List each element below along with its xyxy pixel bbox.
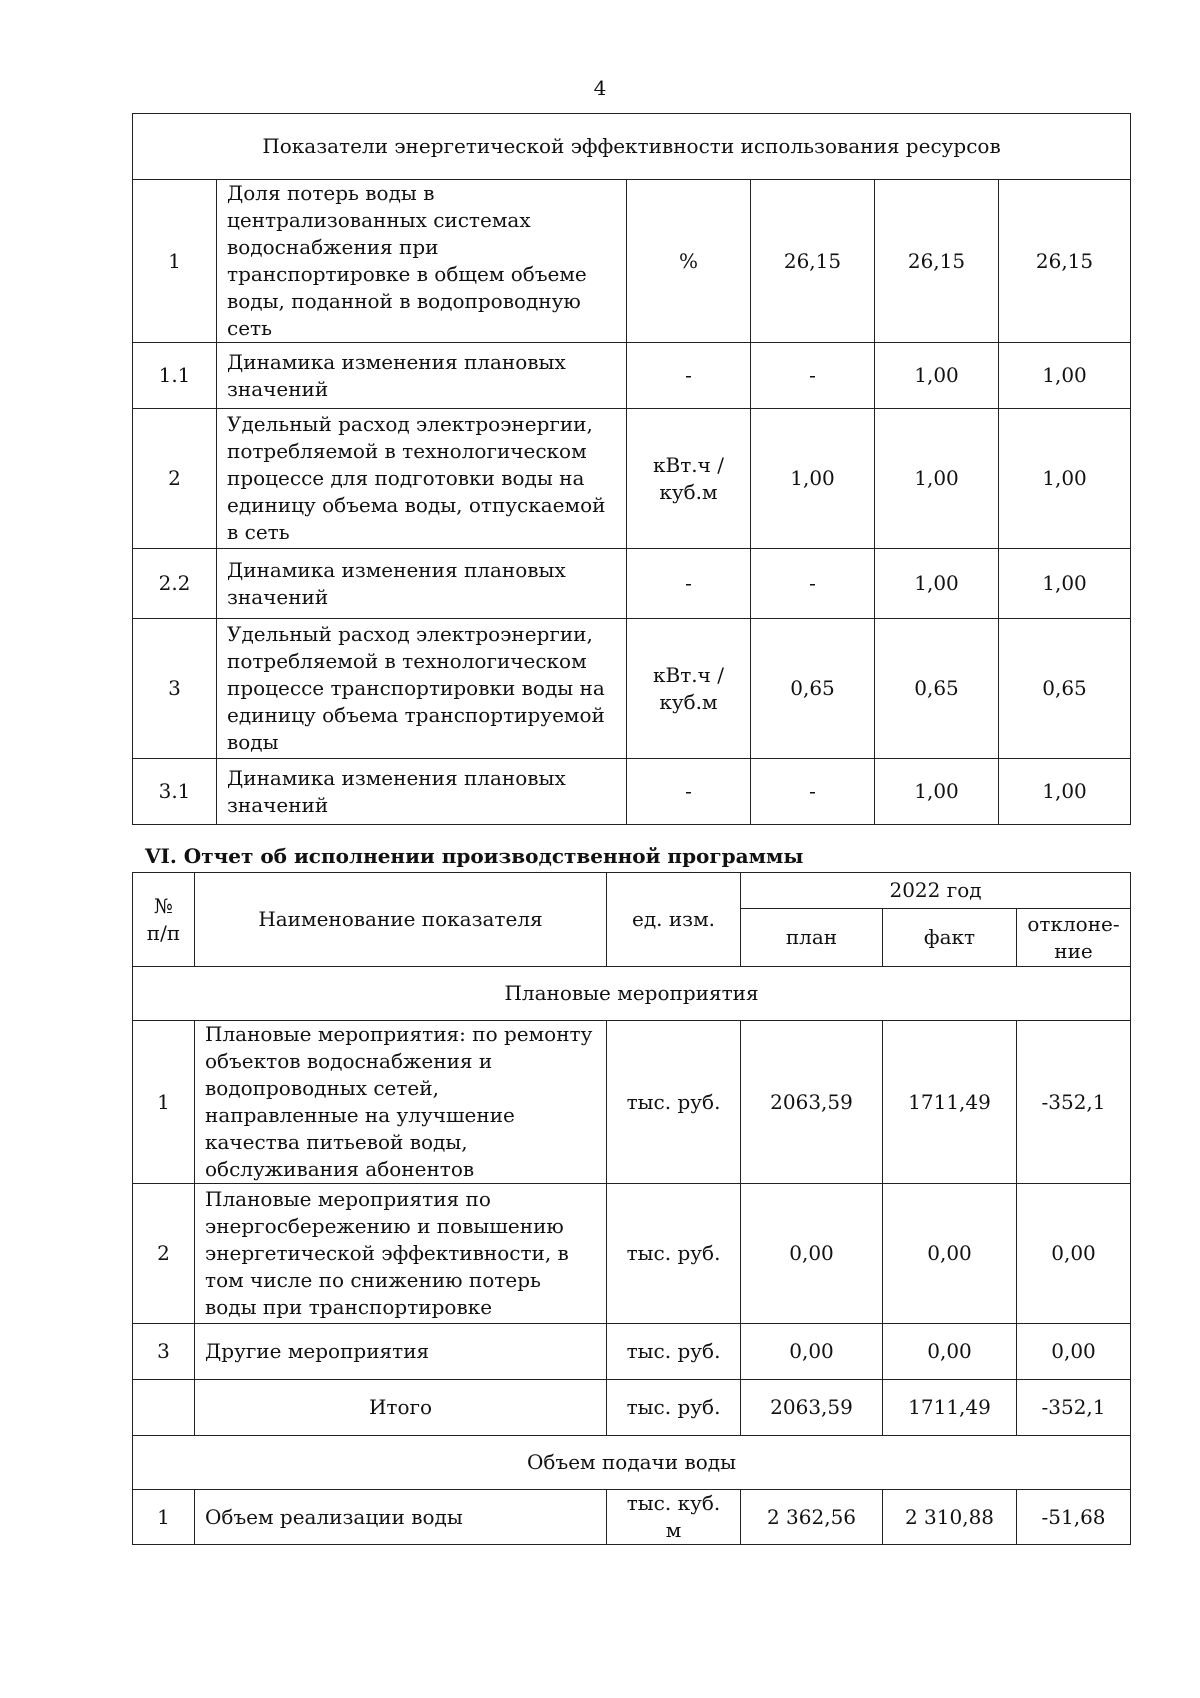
table-row	[133, 1324, 1131, 1380]
row-value-1: -	[751, 759, 875, 825]
row-name: Плановые мероприятия по энергосбережению и повышению энергетической эффективности, в том числе по снижению потерь воды при транспортировке	[195, 1184, 607, 1324]
production-program-report-table	[132, 872, 1131, 1545]
row-name: Динамика изменения плановых значений	[217, 549, 627, 619]
row-fact: 1711,49	[883, 1380, 1017, 1436]
row-number: 3	[133, 619, 217, 759]
row-name: Объем реализации воды	[195, 1490, 607, 1545]
table-row	[133, 1490, 1131, 1545]
table-title-row	[133, 114, 1131, 180]
header-fact: факт	[883, 909, 1017, 967]
row-unit: тыс. руб.	[607, 1184, 741, 1324]
table-row	[133, 1184, 1131, 1324]
row-unit: кВт.ч / куб.м	[627, 619, 751, 759]
row-fact: 0,00	[883, 1324, 1017, 1380]
row-value-1: -	[751, 343, 875, 409]
row-value-3: 1,00	[999, 343, 1131, 409]
row-value-1: 0,65	[751, 619, 875, 759]
row-name: Динамика изменения плановых значений	[217, 343, 627, 409]
section-water-supply-volume: Объем подачи воды	[133, 1436, 1131, 1490]
row-fact: 1711,49	[883, 1021, 1017, 1184]
section-row	[133, 967, 1131, 1021]
row-value-3: 1,00	[999, 549, 1131, 619]
row-plan: 2063,59	[741, 1021, 883, 1184]
row-unit: тыс. куб. м	[607, 1490, 741, 1545]
row-plan: 2063,59	[741, 1380, 883, 1436]
row-unit: тыс. руб.	[607, 1021, 741, 1184]
row-number: 2	[133, 409, 217, 549]
row-unit: -	[627, 759, 751, 825]
row-deviation: -51,68	[1017, 1490, 1131, 1545]
row-unit: тыс. руб.	[607, 1324, 741, 1380]
row-number: 1	[133, 180, 217, 343]
row-value-2: 1,00	[875, 409, 999, 549]
header-plan: план	[741, 909, 883, 967]
row-value-2: 1,00	[875, 549, 999, 619]
section-title: VI. Отчет об исполнении производственной программы	[145, 844, 804, 868]
row-deviation: -352,1	[1017, 1380, 1131, 1436]
row-value-3: 1,00	[999, 409, 1131, 549]
row-name: Доля потерь воды в централизованных системах водоснабжения при транспортировке в общем объеме воды, поданной в водопроводную сеть	[217, 180, 627, 343]
table-row	[133, 409, 1131, 549]
table-row	[133, 1021, 1131, 1184]
row-plan: 0,00	[741, 1184, 883, 1324]
table-row	[133, 343, 1131, 409]
table-title: Показатели энергетической эффективности использования ресурсов	[133, 114, 1131, 180]
row-value-3: 1,00	[999, 759, 1131, 825]
row-value-2: 1,00	[875, 759, 999, 825]
page-number: 4	[593, 76, 607, 100]
row-number: 1	[133, 1490, 195, 1545]
row-deviation: -352,1	[1017, 1021, 1131, 1184]
row-fact: 2 310,88	[883, 1490, 1017, 1545]
row-unit: %	[627, 180, 751, 343]
header-row	[133, 873, 1131, 909]
table-row	[133, 759, 1131, 825]
row-deviation: 0,00	[1017, 1324, 1131, 1380]
row-plan: 2 362,56	[741, 1490, 883, 1545]
row-unit: -	[627, 343, 751, 409]
table-row	[133, 619, 1131, 759]
row-value-1: 1,00	[751, 409, 875, 549]
section-row	[133, 1436, 1131, 1490]
section-planned-measures: Плановые мероприятия	[133, 967, 1131, 1021]
header-year: 2022 год	[741, 873, 1131, 909]
row-name: Удельный расход электроэнергии, потребляемой в технологическом процессе для подготовки воды на единицу объема воды, отпускаемой в сеть	[217, 409, 627, 549]
row-unit: кВт.ч / куб.м	[627, 409, 751, 549]
total-row	[133, 1380, 1131, 1436]
row-value-2: 1,00	[875, 343, 999, 409]
header-unit: ед. изм.	[607, 873, 741, 967]
energy-efficiency-table	[132, 113, 1131, 825]
row-unit: -	[627, 549, 751, 619]
row-number: 1	[133, 1021, 195, 1184]
row-fact: 0,00	[883, 1184, 1017, 1324]
row-number: 2	[133, 1184, 195, 1324]
total-label: Итого	[195, 1380, 607, 1436]
row-plan: 0,00	[741, 1324, 883, 1380]
row-value-3: 0,65	[999, 619, 1131, 759]
row-unit: тыс. руб.	[607, 1380, 741, 1436]
row-number: 2.2	[133, 549, 217, 619]
row-name: Другие мероприятия	[195, 1324, 607, 1380]
header-num: № п/п	[133, 873, 195, 967]
row-number: 1.1	[133, 343, 217, 409]
row-name: Удельный расход электроэнергии, потребляемой в технологическом процессе транспортировки воды на единицу объема транспортируемой воды	[217, 619, 627, 759]
row-value-3: 26,15	[999, 180, 1131, 343]
header-name: Наименование показателя	[195, 873, 607, 967]
row-value-1: 26,15	[751, 180, 875, 343]
header-deviation: отклоне-ние	[1017, 909, 1131, 967]
row-name: Плановые мероприятия: по ремонту объектов водоснабжения и водопроводных сетей, направленные на улучшение качества питьевой воды, обслуживания абонентов	[195, 1021, 607, 1184]
table-row	[133, 549, 1131, 619]
row-name: Динамика изменения плановых значений	[217, 759, 627, 825]
table-row	[133, 180, 1131, 343]
row-value-1: -	[751, 549, 875, 619]
row-number	[133, 1380, 195, 1436]
row-value-2: 26,15	[875, 180, 999, 343]
row-value-2: 0,65	[875, 619, 999, 759]
row-number: 3	[133, 1324, 195, 1380]
row-number: 3.1	[133, 759, 217, 825]
row-deviation: 0,00	[1017, 1184, 1131, 1324]
